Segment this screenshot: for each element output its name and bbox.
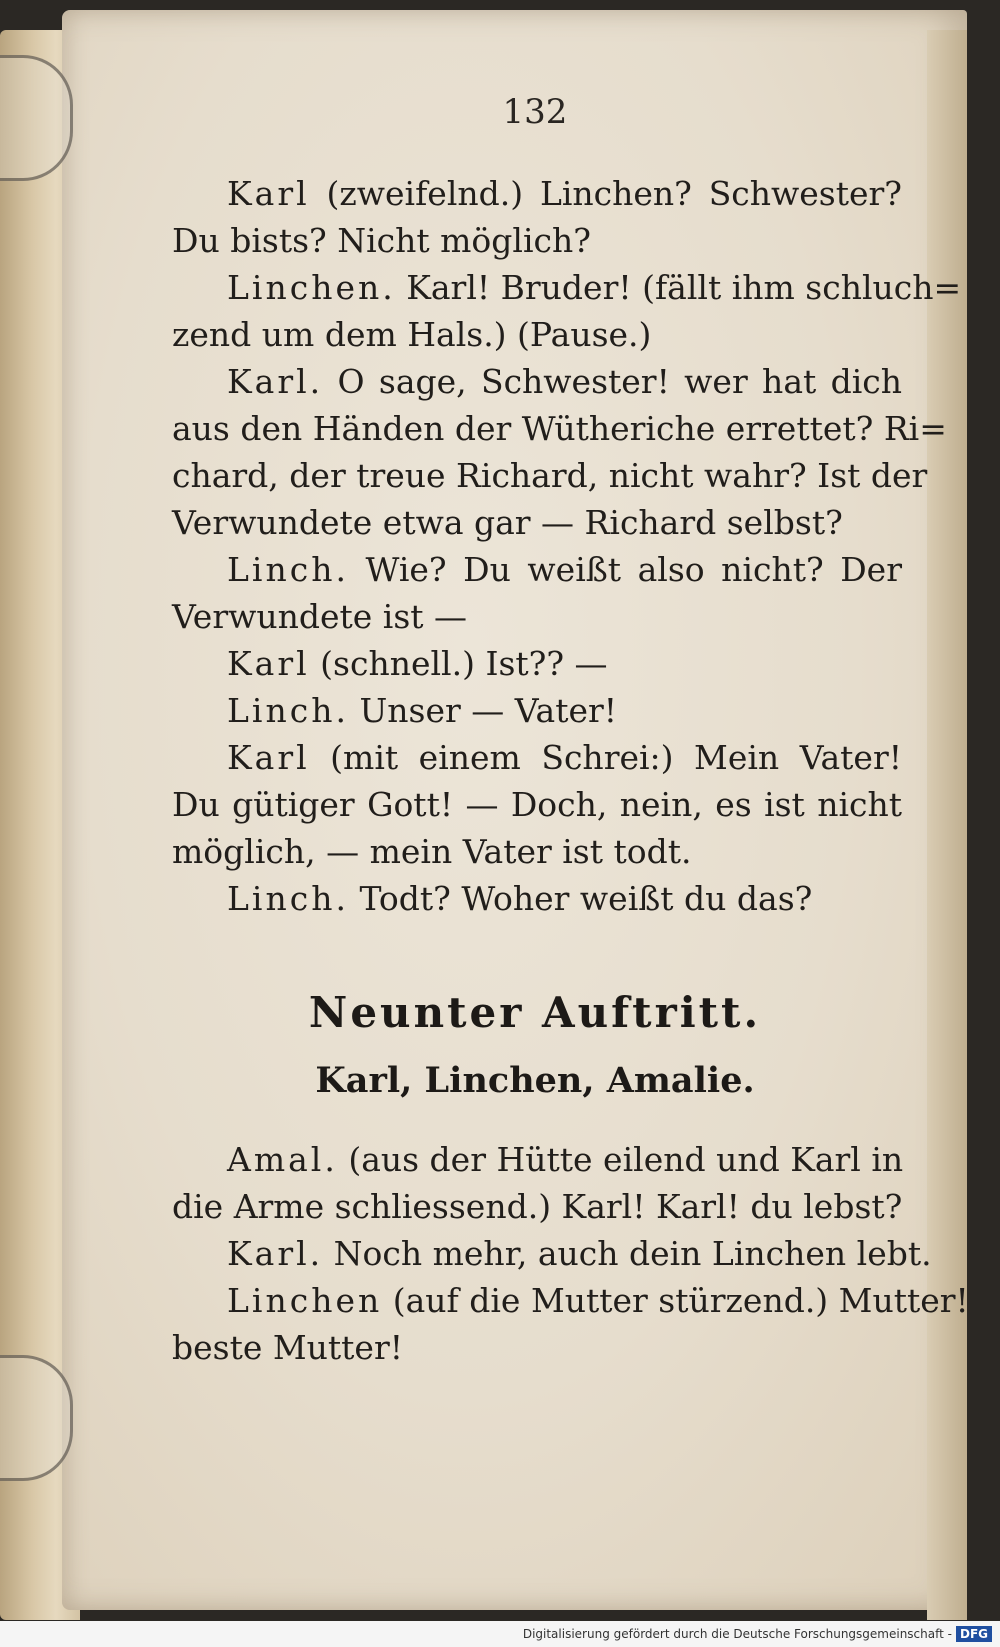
footer-text: Digitalisierung gefördert durch die Deutsche Forschungsgemeinschaft - [522, 1627, 952, 1641]
text-line [172, 734, 902, 781]
speaker-name: Linch. [227, 691, 349, 730]
text-line [172, 593, 902, 640]
line-text: aus den Händen der Wütheriche errettet? Ri= [172, 409, 947, 448]
speaker-name: Linchen. [227, 268, 396, 307]
text-line [172, 452, 928, 499]
line-text: Wie? Du weißt also nicht? Der [348, 550, 902, 589]
speaker-name: Karl. [227, 362, 324, 401]
speaker-name: Amal. [227, 1140, 338, 1179]
speaker-name: Linch. [227, 550, 349, 589]
scene-title: Neunter Auftritt. [308, 988, 762, 1037]
scene-characters: Karl, Linchen, Amalie. [315, 1060, 755, 1101]
line-text: beste Mutter! [172, 1328, 403, 1367]
line-text: (schnell.) Ist?? — [309, 644, 608, 683]
dfg-logo: DFG [956, 1626, 992, 1642]
line-text: O sage, Schwester! wer hat dich [323, 362, 902, 401]
speaker-name: Karl [227, 174, 310, 213]
text-line [172, 1183, 902, 1230]
text-line [172, 687, 902, 734]
line-text: möglich, — mein Vater ist todt. [172, 832, 692, 871]
line-text: Verwundete ist — [172, 597, 468, 636]
text-line [172, 499, 902, 546]
speaker-name: Karl [227, 738, 310, 777]
line-text: Du gütiger Gott! — Doch, nein, es ist nicht [172, 785, 902, 824]
speaker-name: Karl [227, 644, 310, 683]
line-text: chard, der treue Richard, nicht wahr? Ist der [172, 456, 928, 495]
text-line [172, 1277, 969, 1324]
text-line [172, 1230, 932, 1277]
speaker-name: Karl. [227, 1234, 324, 1273]
line-text: Verwundete etwa gar — Richard selbst? [172, 503, 843, 542]
text-line [172, 1324, 902, 1371]
speaker-name: Linchen [227, 1281, 383, 1320]
page-number: 132 [502, 92, 568, 132]
text-line [172, 405, 947, 452]
line-text: (zweifelnd.) Linchen? Schwester? [309, 174, 902, 213]
text-line [172, 828, 902, 875]
line-text: (aus der Hütte eilend und Karl in [337, 1140, 904, 1179]
text-line [172, 311, 902, 358]
line-text: (mit einem Schrei:) Mein Vater! [309, 738, 902, 777]
text-block-dialogue [172, 170, 962, 922]
text-line [172, 358, 902, 405]
page-clip-bottom [0, 1355, 73, 1481]
line-text: Unser — Vater! [348, 691, 618, 730]
text-line [172, 1136, 902, 1183]
line-text: zend um dem Hals.) (Pause.) [172, 315, 652, 354]
text-line [172, 640, 902, 687]
speaker-name: Linch. [227, 879, 349, 918]
line-text: Du bists? Nicht möglich? [172, 221, 591, 260]
text-line [172, 217, 902, 264]
footer-credit [0, 1621, 1000, 1647]
text-line [172, 875, 902, 922]
text-line [172, 264, 962, 311]
text-line [172, 781, 902, 828]
line-text: die Arme schliessend.) Karl! Karl! du lebst? [172, 1187, 903, 1226]
text-line [172, 546, 902, 593]
line-text: Todt? Woher weißt du das? [348, 879, 813, 918]
line-text: Karl! Bruder! (fällt ihm schluch= [395, 268, 962, 307]
line-text: (auf die Mutter stürzend.) Mutter! [382, 1281, 969, 1320]
text-block-scene [172, 1136, 969, 1371]
line-text: Noch mehr, auch dein Linchen lebt. [323, 1234, 932, 1273]
text-line [172, 170, 902, 217]
